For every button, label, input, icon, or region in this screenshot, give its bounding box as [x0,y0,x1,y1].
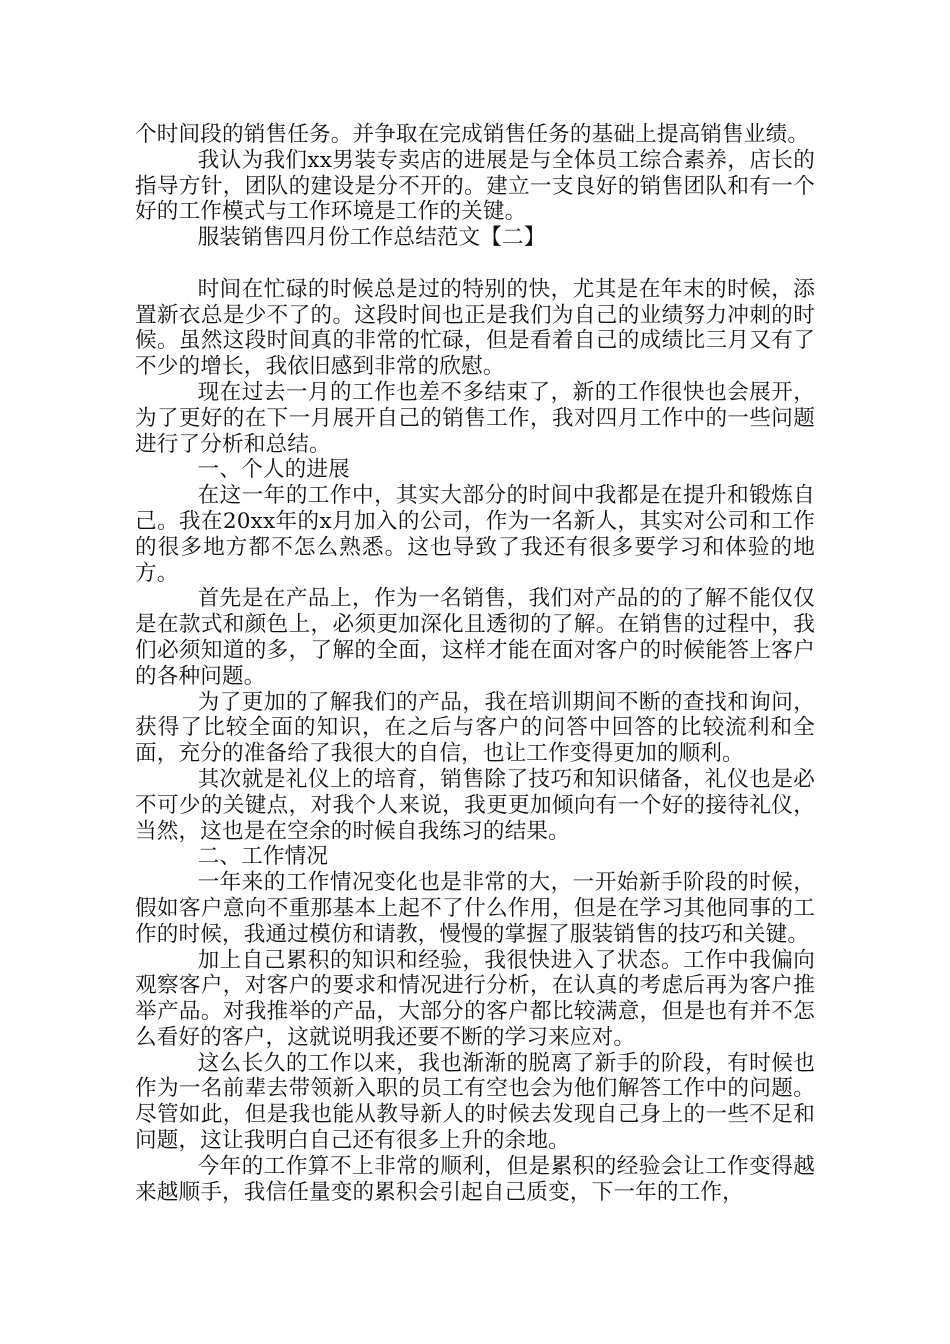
paragraph-outlook: 今年的工作算不上非常的顺利，但是累积的经验会让工作变得越来越顺手，我信任量变的累积会引起自己质变，下一年的工作， [135,1153,815,1205]
heading-personal-progress: 一、个人的进展 [197,457,350,483]
blank-line [135,251,815,277]
paragraph-busy-season: 时间在忙碌的时候总是过的特别的快，尤其是在年末的时候，添置新衣总是少不了的。这段时间也正是我们为自己的业绩努力冲刺的时候。虽然这段时间真的非常的忙碌，但是看着自己的成绩比三月又有了不少的增长，我依旧感到非常的欣慰。 [135,276,815,380]
paragraph-continuation: 个时间段的销售任务。并争取在完成销售任务的基础上提高销售业绩。 [135,122,810,147]
document-body [135,122,815,1205]
paragraph-product-knowledge: 首先是在产品上，作为一名销售，我们对产品的的了解不能仅仅是在款式和颜色上，必须更加深化且透彻的了解。在销售的过程中，我们必须知道的多，了解的全面，这样才能在面对客户的时候能答上客户的各种问题。 [135,586,815,689]
paragraph-mentoring: 这么长久的工作以来，我也渐渐的脱离了新手的阶段，有时候也作为一名前辈去带领新入职的员工有空也会为他们解答工作中的问题。尽管如此，但是我也能从教导新人的时候去发现自己身上的一些不足和问题，这让我明白自己还有很多上升的余地。 [135,1050,815,1154]
heading-work-situation: 二、工作情况 [197,844,329,870]
paragraph-experience: 加上自己累积的知识和经验，我很快进入了状态。工作中我偏向观察客户，对客户的要求和情况进行分析，在认真的考虑后再为客户推举产品。对我推举的产品，大部分的客户都比较满意，但是也有并不怎么看好的客户，这就说明我还要不断的学习来应对。 [135,947,815,1050]
paragraph-etiquette: 其次就是礼仪上的培育，销售除了技巧和知识储备，礼仪也是必不可少的关键点，对我个人来说，我更更加倾向有一个好的接待礼仪，当然，这也是在空余的时候自我练习的结果。 [135,766,815,844]
paragraph-self-improvement: 在这一年的工作中，其实大部分的时间中我都是在提升和锻炼自己。我在20xx年的x月加入的公司，作为一名新人，其实对公司和工作的很多地方都不怎么熟悉。这也导致了我还有很多要学习和体验的地方。 [135,483,815,586]
section-title-example-two: 服装销售四月份工作总结范文【二】 [197,225,546,251]
paragraph-store-team: 我认为我们xx男装专卖店的进展是与全体员工综合素养，店长的指导方针，团队的建设是分不开的。建立一支良好的销售团队和有一个好的工作模式与工作环境是工作的关键。 [135,147,815,225]
paragraph-work-changes: 一年来的工作情况变化也是非常的大，一开始新手阶段的时候，假如客户意向不重那基本上起不了什么作用，但是在学习其他同事的工作的时候，我通过模仿和请教，慢慢的掌握了服装销售的技巧和关键。 [135,870,815,947]
paragraph-training: 为了更加的了解我们的产品，我在培训期间不断的查找和询问，获得了比较全面的知识，在之后与客户的问答中回答的比较流利和全面，充分的准备给了我很大的自信，也让工作变得更加的顺利。 [135,689,815,767]
paragraph-month-summary: 现在过去一月的工作也差不多结束了，新的工作很快也会展开，为了更好的在下一月展开自己的销售工作，我对四月工作中的一些问题进行了分析和总结。 [135,379,815,457]
